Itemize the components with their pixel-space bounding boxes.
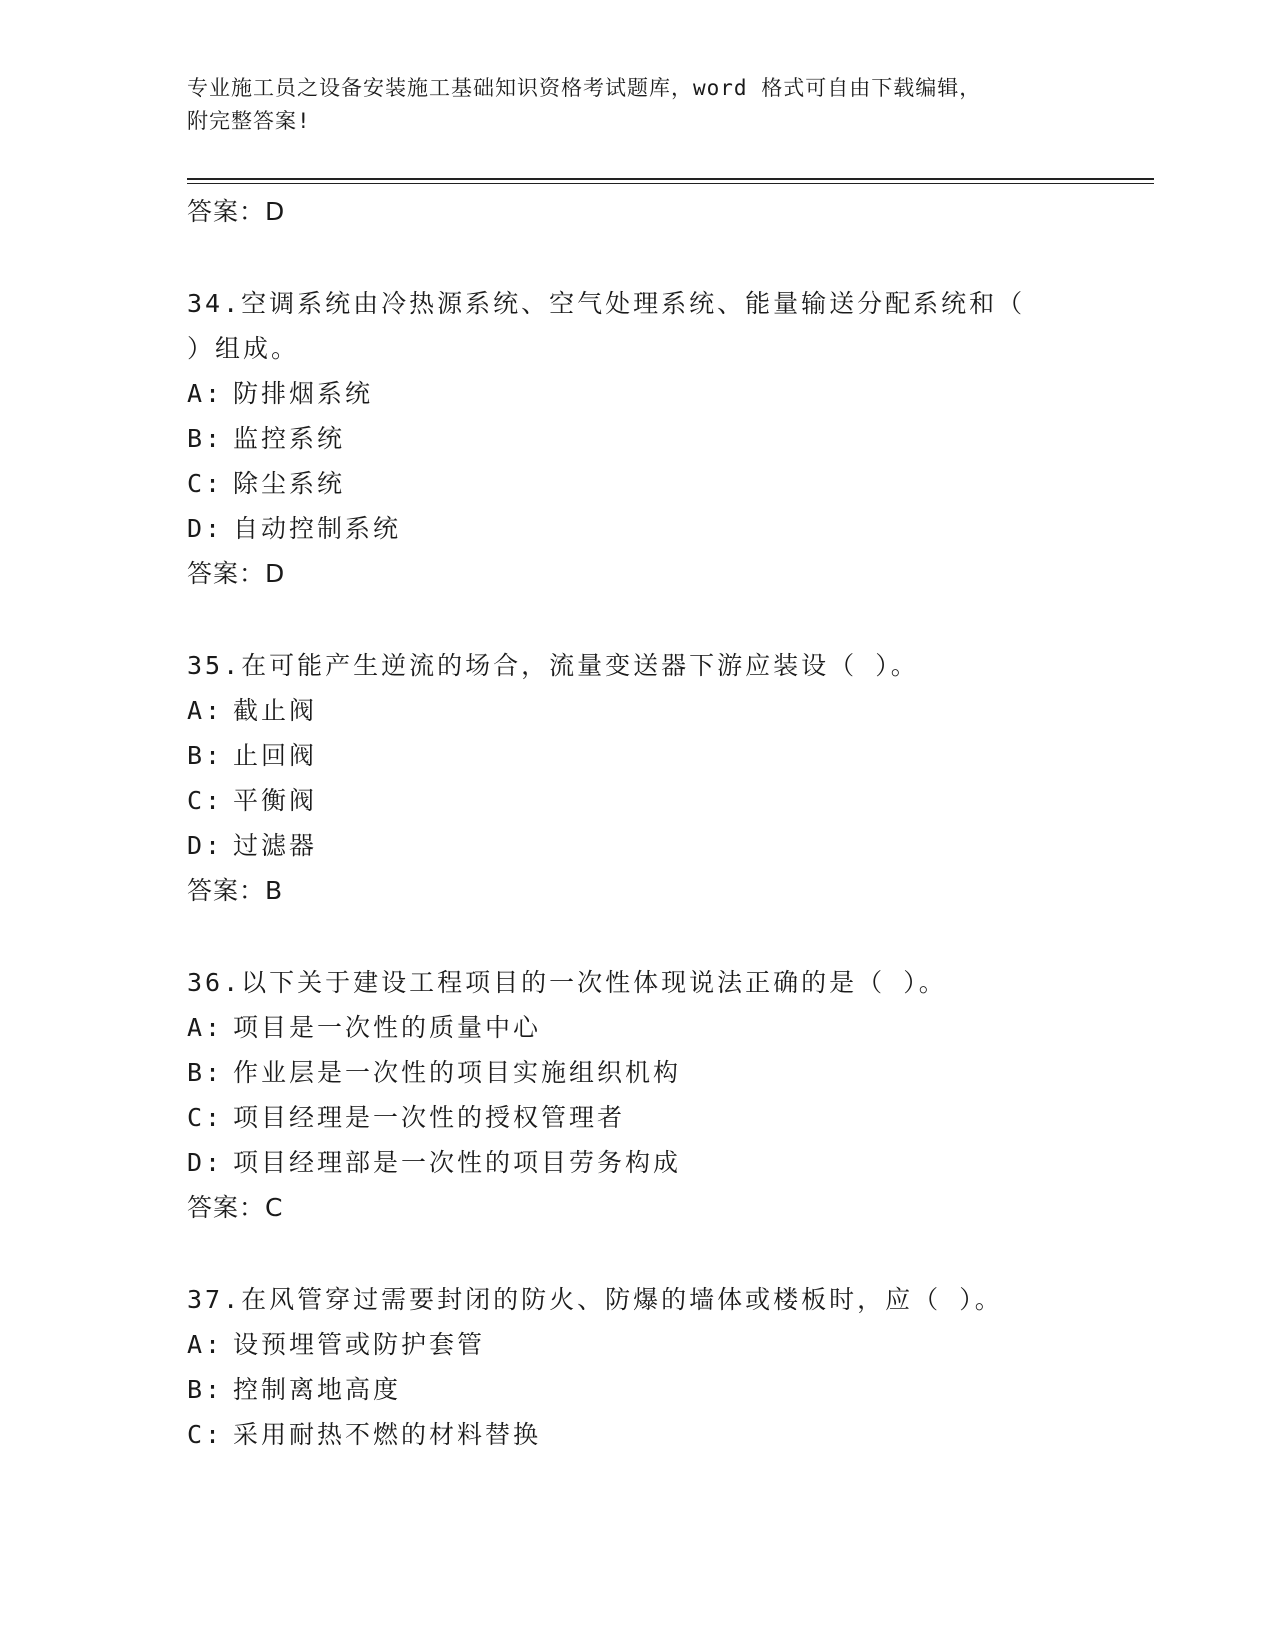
option-key: B: — [187, 1058, 224, 1087]
option-d — [187, 506, 1154, 551]
option-key: B: — [187, 1375, 224, 1404]
option-text: 监控系统 — [233, 424, 346, 453]
option-key: A: — [187, 696, 224, 725]
option-b — [187, 1367, 1154, 1412]
option-key: C: — [187, 1103, 224, 1132]
option-a — [187, 1005, 1154, 1050]
option-key: C: — [187, 1420, 224, 1449]
option-text: 采用耐热不燃的材料替换 — [233, 1420, 542, 1449]
question-list — [187, 189, 1154, 1457]
option-text: 项目经理是一次性的授权管理者 — [233, 1103, 626, 1132]
option-text: 设预埋管或防护套管 — [233, 1330, 486, 1359]
question-stem: 36.以下关于建设工程项目的一次性体现说法正确的是（ ）。 — [187, 968, 947, 997]
option-c — [187, 461, 1154, 506]
header-line-1: 专业施工员之设备安装施工基础知识资格考试题库，word 格式可自由下载编辑， — [187, 76, 982, 100]
question-stem-continued: ）组成。 — [187, 334, 300, 363]
document-header — [187, 72, 1087, 138]
option-c — [187, 1412, 1154, 1457]
option-text: 自动控制系统 — [233, 514, 402, 543]
option-c — [187, 1095, 1154, 1140]
option-text: 平衡阀 — [233, 786, 318, 815]
option-key: A: — [187, 1013, 224, 1042]
option-text: 作业层是一次性的项目实施组织机构 — [233, 1058, 682, 1087]
answer: 答案：B — [187, 876, 284, 905]
header-divider-thin — [187, 183, 1154, 184]
question-stem: 35.在可能产生逆流的场合，流量变送器下游应装设（ ）。 — [187, 651, 919, 680]
option-key: D: — [187, 514, 224, 543]
option-key: D: — [187, 831, 224, 860]
option-key: C: — [187, 469, 224, 498]
option-b — [187, 1050, 1154, 1095]
question-36 — [187, 960, 1154, 1231]
option-key: B: — [187, 424, 224, 453]
option-text: 项目是一次性的质量中心 — [233, 1013, 542, 1042]
option-text: 截止阀 — [233, 696, 318, 725]
option-c — [187, 778, 1154, 823]
option-text: 止回阀 — [233, 741, 318, 770]
answer: 答案：C — [187, 1193, 284, 1222]
question-stem: 34.空调系统由冷热源系统、空气处理系统、能量输送分配系统和（ — [187, 289, 1026, 318]
question-stem: 37.在风管穿过需要封闭的防火、防爆的墙体或楼板时，应（ ）。 — [187, 1285, 1003, 1314]
option-key: B: — [187, 741, 224, 770]
header-line-2: 附完整答案! — [187, 109, 311, 133]
question-37 — [187, 1277, 1154, 1457]
option-d — [187, 823, 1154, 868]
option-a — [187, 1322, 1154, 1367]
option-text: 过滤器 — [233, 831, 318, 860]
option-b — [187, 733, 1154, 778]
option-key: C: — [187, 786, 224, 815]
previous-answer: 答案：D — [187, 197, 286, 226]
option-text: 除尘系统 — [233, 469, 346, 498]
option-text: 防排烟系统 — [233, 379, 374, 408]
option-key: A: — [187, 379, 224, 408]
option-a — [187, 371, 1154, 416]
question-34 — [187, 281, 1154, 597]
option-text: 项目经理部是一次性的项目劳务构成 — [233, 1148, 682, 1177]
option-key: D: — [187, 1148, 224, 1177]
option-text: 控制离地高度 — [233, 1375, 402, 1404]
option-b — [187, 416, 1154, 461]
question-35 — [187, 643, 1154, 914]
option-a — [187, 688, 1154, 733]
header-divider-thick — [187, 178, 1154, 180]
option-key: A: — [187, 1330, 224, 1359]
answer: 答案：D — [187, 559, 286, 588]
option-d — [187, 1140, 1154, 1185]
